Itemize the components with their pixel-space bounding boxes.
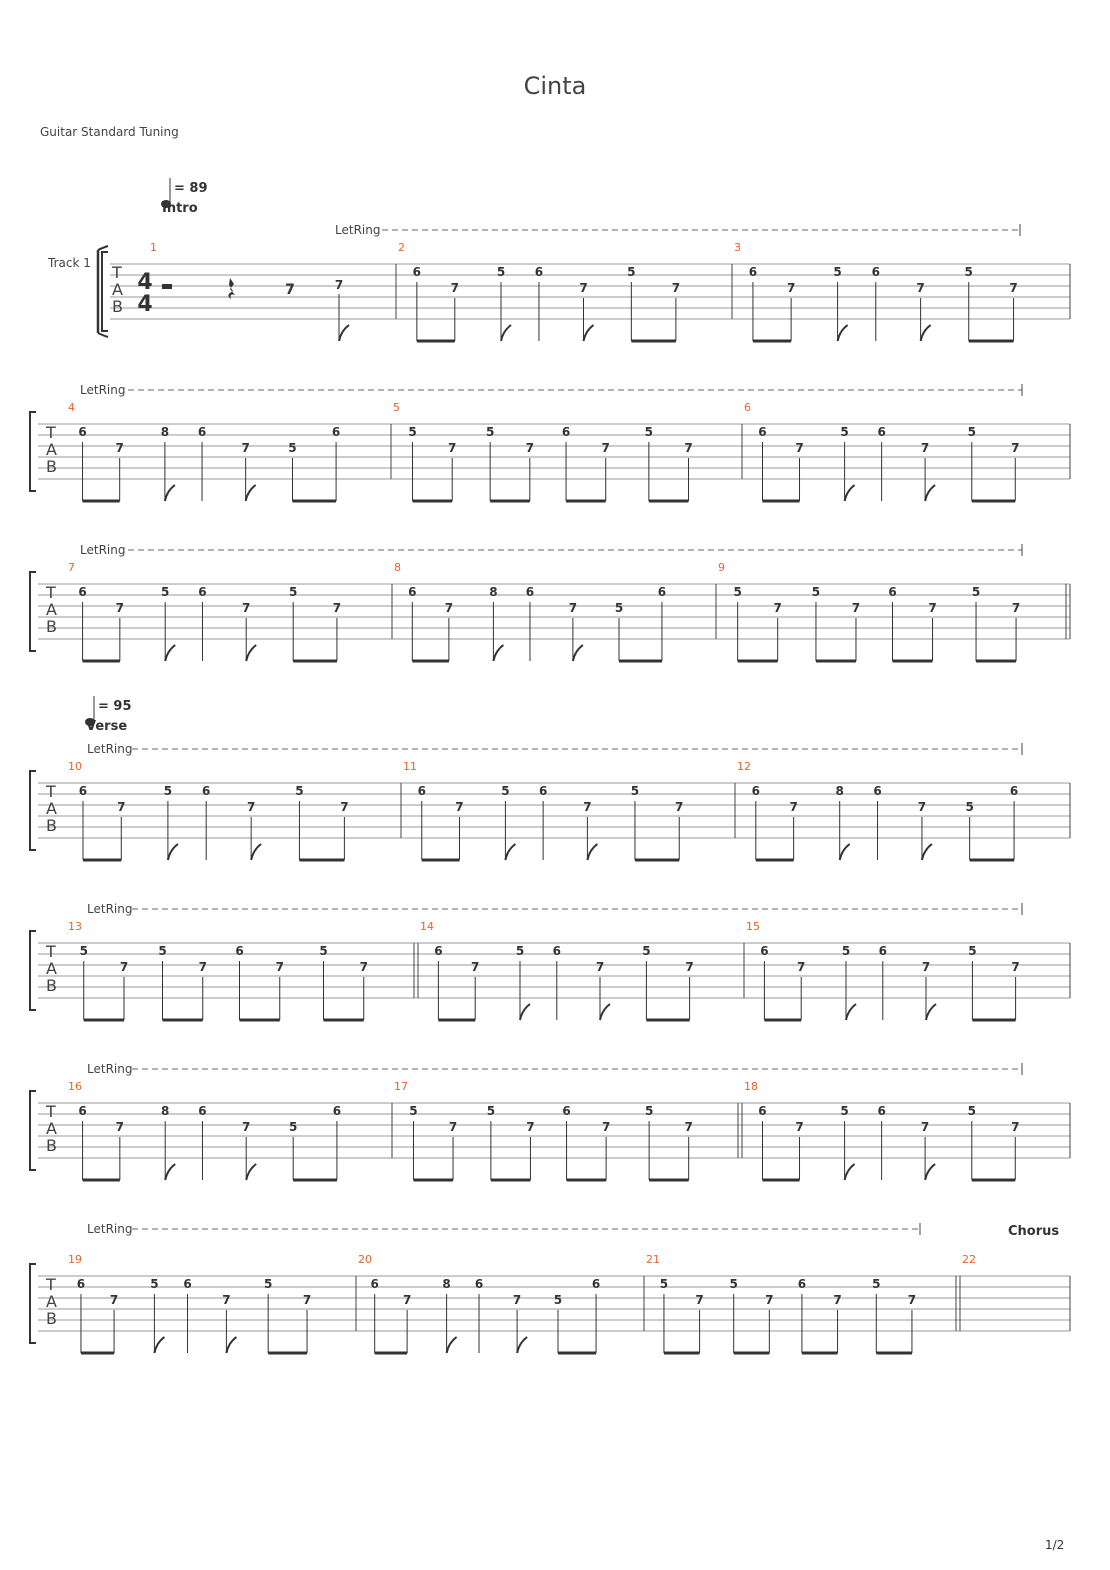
fret-number: 7 [1011, 601, 1021, 615]
fret-number: 5 [811, 585, 821, 599]
fret-number: 6 [878, 944, 887, 958]
measure-number: 13 [68, 920, 82, 933]
fret-number: 6 [434, 944, 443, 958]
note-flag [587, 844, 597, 860]
tab-system [30, 383, 1070, 501]
tab-letter: B [46, 457, 57, 476]
fret-number: 5 [289, 585, 298, 599]
fret-number: 6 [76, 1277, 86, 1291]
fret-number: 5 [967, 425, 976, 439]
fret-number: 7 [601, 1120, 611, 1134]
fret-number: 5 [295, 784, 304, 798]
fret-number: 7 [786, 281, 796, 295]
measure-number: 2 [398, 241, 405, 254]
fret-number: 7 [198, 960, 207, 974]
fret-number: 7 [334, 278, 344, 292]
fret-number: 6 [235, 944, 244, 958]
fret-number: 5 [79, 944, 88, 958]
fret-number: 5 [553, 1293, 563, 1307]
fret-number: 5 [644, 1104, 654, 1118]
fret-number: 5 [515, 944, 525, 958]
fret-number: 5 [627, 265, 636, 279]
fret-number: 5 [965, 800, 974, 814]
tab-letter: A [46, 1119, 57, 1138]
note-flag [246, 1164, 256, 1180]
fret-number: 5 [971, 585, 981, 599]
measure-number: 8 [394, 561, 401, 574]
tab-letter: B [46, 816, 57, 835]
tab-letter: T [112, 263, 122, 282]
fret-number: 5 [408, 425, 417, 439]
tab-letter: A [46, 959, 57, 978]
fret-number: 6 [871, 265, 880, 279]
tab-system [30, 543, 1070, 661]
measure-number: 21 [646, 1253, 660, 1266]
fret-number: 7 [242, 601, 251, 615]
tab-letter: A [46, 799, 57, 818]
fret-number: 8 [160, 425, 170, 439]
fret-number: 7 [359, 960, 368, 974]
fret-number: 6 [562, 1104, 571, 1118]
fret-number: 6 [417, 784, 426, 798]
tuning-label: Guitar Standard Tuning [40, 125, 179, 139]
fret-number: 5 [841, 944, 851, 958]
note-flag [447, 1337, 457, 1353]
measure-number: 1 [150, 241, 157, 254]
fret-number: 7 [222, 1293, 231, 1307]
tempo-mark [161, 178, 208, 216]
tab-letter: B [46, 976, 57, 995]
fret-number: 6 [873, 784, 882, 798]
staff-brace [30, 412, 36, 491]
fret-number: 5 [158, 944, 167, 958]
note-flag [517, 1337, 527, 1353]
time-sig-bottom: 4 [137, 292, 153, 317]
let-ring-label: LetRing [87, 742, 133, 756]
fret-number: 7 [526, 1120, 535, 1134]
let-ring-label: LetRing [87, 1062, 133, 1076]
tab-letter: A [46, 440, 57, 459]
note-flag [168, 844, 178, 860]
fret-number: 7 [1011, 960, 1020, 974]
note-flag [505, 844, 515, 860]
note-flag [339, 325, 349, 341]
fret-number: 7 [302, 1293, 312, 1307]
measure-number: 4 [68, 401, 75, 414]
staff-brace [30, 771, 36, 850]
fret-number: 7 [448, 441, 457, 455]
fret-number: 5 [289, 1120, 298, 1134]
fret-number: 7 [241, 441, 250, 455]
tab-system [30, 902, 1070, 1020]
measure-number: 5 [393, 401, 400, 414]
fret-number: 8 [442, 1277, 451, 1291]
fret-number: 7 [765, 1293, 774, 1307]
fret-number: 5 [161, 585, 170, 599]
page-number: 1/2 [1045, 1538, 1065, 1552]
fret-number: 7 [242, 1120, 251, 1134]
fret-number: 7 [275, 960, 284, 974]
note-flag [600, 1004, 610, 1020]
tab-letter: B [46, 1309, 57, 1328]
fret-number: 5 [659, 1277, 669, 1291]
fret-number: 6 [888, 585, 897, 599]
note-flag [165, 1164, 175, 1180]
fret-number: 7 [797, 960, 806, 974]
note-flag [154, 1337, 164, 1353]
tab-system [47, 223, 1070, 341]
fret-number: 6 [748, 265, 758, 279]
section-label: Chorus [1008, 1224, 1060, 1239]
tab-letter: B [112, 297, 123, 316]
fret-number: 7 [525, 441, 535, 455]
fret-number: 5 [630, 784, 640, 798]
fret-number: 5 [263, 1277, 273, 1291]
note-flag [925, 485, 935, 501]
fret-number: 7 [684, 441, 693, 455]
note-flag [251, 844, 261, 860]
fret-number: 7 [684, 1120, 693, 1134]
tab-letter: A [46, 600, 57, 619]
fret-number: 7 [115, 601, 125, 615]
fret-number: 7 [1011, 1120, 1020, 1134]
fret-number: 7 [246, 800, 256, 814]
fret-number: 6 [197, 425, 207, 439]
staff-brace [30, 931, 36, 1010]
note-flag [846, 1004, 856, 1020]
tab-letter: A [46, 1292, 57, 1311]
fret-number: 7 [695, 1293, 704, 1307]
fret-number: 7 [833, 1293, 842, 1307]
note-flag [493, 645, 503, 661]
fret-number: 6 [370, 1277, 379, 1291]
note-flag [165, 645, 175, 661]
let-ring-label: LetRing [87, 1222, 133, 1236]
fret-number: 7 [117, 800, 126, 814]
fret-number: 6 [332, 1104, 342, 1118]
half-rest [162, 284, 172, 289]
tab-system [30, 1062, 1070, 1180]
fret-number: 7 [1009, 281, 1018, 295]
fret-number: 7 [795, 1120, 804, 1134]
fret-number: 6 [198, 1104, 207, 1118]
staff-brace [30, 1264, 36, 1343]
fret-number: 7 [1011, 441, 1020, 455]
tab-letter: B [46, 617, 57, 636]
fret-number: 5 [872, 1277, 881, 1291]
fret-number: 6 [525, 585, 535, 599]
fret-number: 7 [795, 441, 804, 455]
fret-number: 8 [489, 585, 498, 599]
fret-number: 7 [115, 1120, 125, 1134]
fret-number: 7 [921, 960, 931, 974]
note-flag [246, 645, 256, 661]
fret-number: 6 [198, 585, 207, 599]
fret-number: 7 [512, 1293, 522, 1307]
fret-number: 5 [163, 784, 173, 798]
fret-number: 7 [675, 800, 684, 814]
tab-letter: B [46, 1136, 57, 1155]
measure-number: 14 [420, 920, 434, 933]
measure-number: 22 [962, 1253, 976, 1266]
fret-number: 6 [758, 425, 767, 439]
tab-letter: T [46, 423, 56, 442]
fret-number: 5 [319, 944, 328, 958]
fret-number: 6 [412, 265, 422, 279]
fret-number: 6 [78, 585, 87, 599]
fret-number: 6 [657, 585, 667, 599]
tab-letter: A [112, 280, 123, 299]
fret-number: 6 [78, 425, 87, 439]
fret-number: 5 [729, 1277, 738, 1291]
fret-number: 7 [789, 800, 798, 814]
fret-number: 5 [409, 1104, 418, 1118]
tempo-mark [85, 696, 132, 734]
fret-number: 7 [671, 281, 681, 295]
fret-number: 7 [920, 1120, 930, 1134]
note-flag [922, 844, 932, 860]
fret-number: 6 [561, 425, 571, 439]
fret-number: 7 [601, 441, 610, 455]
note-flag [925, 1164, 935, 1180]
fret-number: 6 [877, 425, 886, 439]
fret-number: 7 [928, 601, 937, 615]
fret-number: 7 [448, 1120, 458, 1134]
fret-number: 7 [471, 960, 480, 974]
fret-number: 7 [917, 800, 927, 814]
fret-number: 6 [183, 1277, 192, 1291]
fret-number: 7 [920, 441, 930, 455]
fret-number: 5 [485, 425, 495, 439]
note-flag [838, 325, 848, 341]
tab-system [30, 1222, 1070, 1353]
note-flag [926, 1004, 936, 1020]
section-label: Verse [86, 719, 128, 734]
note-flag [845, 485, 855, 501]
tab-letter: T [46, 583, 56, 602]
fret-number: 7 [450, 281, 459, 295]
tab-letter: T [46, 942, 56, 961]
note-flag [165, 485, 175, 501]
fret-number: 5 [150, 1277, 159, 1291]
fret-number: 5 [833, 265, 842, 279]
staff-brace [102, 252, 108, 331]
fret-number: 7 [916, 281, 925, 295]
tab-letter: T [46, 1102, 56, 1121]
staff-brace [30, 572, 36, 651]
fret-number: 7 [685, 960, 694, 974]
fret-number: 6 [331, 425, 341, 439]
bracket-hook [98, 333, 108, 337]
measure-number: 17 [394, 1080, 408, 1093]
note-flag [246, 485, 256, 501]
tab-letter: T [46, 1275, 56, 1294]
fret-number: 5 [501, 784, 510, 798]
note-flag [226, 1337, 236, 1353]
fret-number: 6 [534, 265, 544, 279]
measure-number: 19 [68, 1253, 82, 1266]
fret-number: 7 [568, 601, 578, 615]
note-flag [840, 844, 850, 860]
fret-number: 7 [444, 601, 454, 615]
measure-number: 9 [718, 561, 725, 574]
song-title: Cinta [523, 72, 587, 100]
eighth-rest: 7 [285, 282, 295, 298]
fret-number: 7 [119, 960, 129, 974]
measure-number: 16 [68, 1080, 82, 1093]
let-ring-label: LetRing [87, 902, 133, 916]
fret-number: 5 [967, 1104, 976, 1118]
fret-number: 8 [835, 784, 844, 798]
measure-number: 7 [68, 561, 75, 574]
time-sig-top: 4 [137, 270, 153, 295]
fret-number: 5 [964, 265, 973, 279]
fret-number: 5 [486, 1104, 496, 1118]
measure-number: 10 [68, 760, 82, 773]
fret-number: 6 [751, 784, 760, 798]
section-label: Intro [162, 201, 198, 216]
fret-number: 7 [907, 1293, 917, 1307]
track-label: Track 1 [48, 256, 91, 270]
let-ring-label: LetRing [335, 223, 381, 237]
tab-system [30, 742, 1070, 860]
fret-number: 5 [840, 425, 849, 439]
fret-number: 6 [408, 585, 417, 599]
note-flag [845, 1164, 855, 1180]
fret-number: 7 [109, 1293, 119, 1307]
measure-number: 12 [737, 760, 751, 773]
measure-number: 3 [734, 241, 741, 254]
fret-number: 6 [78, 1104, 87, 1118]
bracket-hook [98, 246, 108, 250]
fret-number: 5 [288, 441, 297, 455]
fret-number: 8 [161, 1104, 170, 1118]
let-ring-label: LetRing [80, 383, 126, 397]
measure-number: 18 [744, 1080, 758, 1093]
fret-number: 5 [496, 265, 506, 279]
fret-number: 7 [579, 281, 588, 295]
fret-number: 7 [340, 800, 349, 814]
fret-number: 7 [455, 800, 464, 814]
fret-number: 7 [115, 441, 124, 455]
tab-letter: T [46, 782, 56, 801]
fret-number: 6 [202, 784, 211, 798]
quarter-rest [228, 278, 235, 299]
measure-number: 15 [746, 920, 760, 933]
fret-number: 7 [773, 601, 782, 615]
fret-number: 6 [1009, 784, 1019, 798]
note-flag [573, 645, 583, 661]
fret-number: 6 [760, 944, 769, 958]
fret-number: 6 [538, 784, 548, 798]
fret-number: 5 [614, 601, 624, 615]
fret-number: 6 [591, 1277, 601, 1291]
fret-number: 7 [595, 960, 605, 974]
fret-number: 6 [877, 1104, 886, 1118]
fret-number: 5 [733, 585, 742, 599]
fret-number: 7 [851, 601, 861, 615]
measure-number: 11 [403, 760, 417, 773]
fret-number: 5 [968, 944, 977, 958]
fret-number: 6 [758, 1104, 767, 1118]
staff-brace [30, 1091, 36, 1170]
fret-number: 7 [583, 800, 592, 814]
note-flag [520, 1004, 530, 1020]
tempo-value: = 89 [174, 181, 208, 196]
note-flag [584, 325, 594, 341]
measure-number: 6 [744, 401, 751, 414]
measure-number: 20 [358, 1253, 372, 1266]
fret-number: 6 [474, 1277, 484, 1291]
tempo-value: = 95 [98, 699, 132, 714]
fret-number: 5 [644, 425, 654, 439]
note-flag [921, 325, 931, 341]
fret-number: 6 [78, 784, 88, 798]
fret-number: 6 [552, 944, 561, 958]
fret-number: 6 [797, 1277, 807, 1291]
fret-number: 7 [332, 601, 342, 615]
fret-number: 5 [840, 1104, 849, 1118]
let-ring-label: LetRing [80, 543, 126, 557]
fret-number: 7 [402, 1293, 412, 1307]
fret-number: 5 [642, 944, 651, 958]
note-flag [501, 325, 511, 341]
